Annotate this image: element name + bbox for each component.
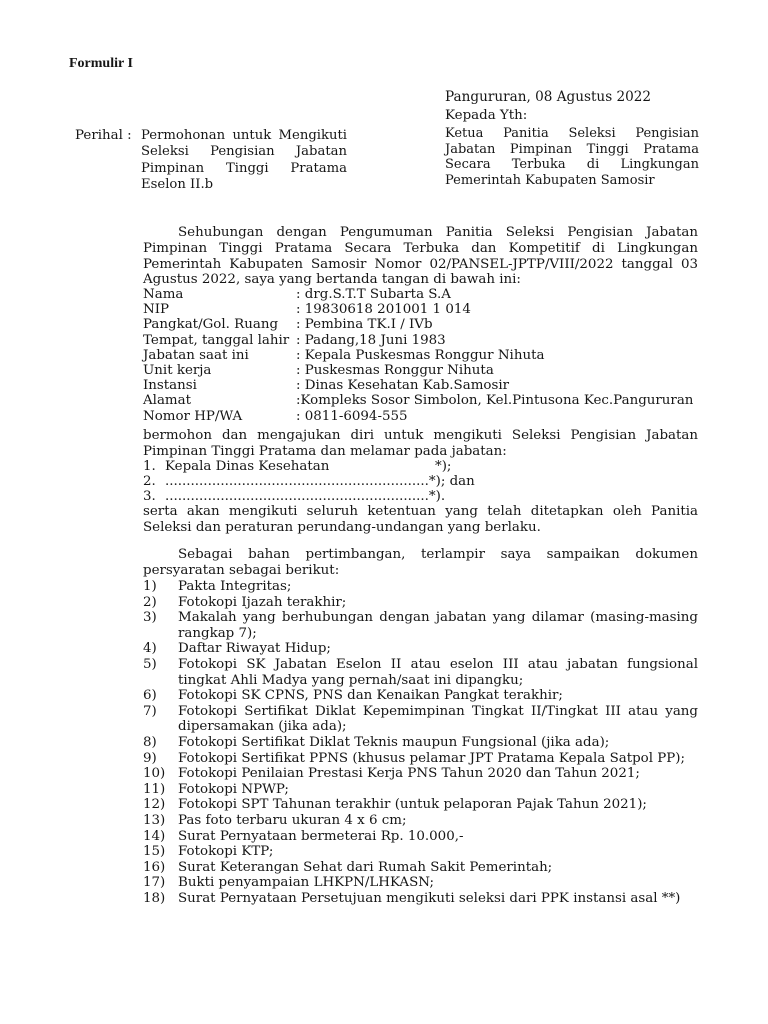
document-number: 16) bbox=[143, 859, 166, 875]
detail-label: Unit kerja bbox=[143, 363, 212, 379]
position-list bbox=[143, 459, 475, 505]
document-text: Fotokopi SPT Tahunan terakhir (untuk pelaporan Pajak Tahun 2021); bbox=[178, 797, 647, 813]
document-item bbox=[143, 641, 698, 657]
detail-label: Pangkat/Gol. Ruang bbox=[143, 317, 279, 333]
detail-value: : Padang,18 Juni 1983 bbox=[296, 332, 446, 348]
applicant-details bbox=[143, 287, 693, 424]
requirements-intro bbox=[143, 547, 698, 579]
subject-text bbox=[141, 128, 347, 194]
detail-value: : Pembina TK.I / IVb bbox=[296, 317, 433, 333]
document-item bbox=[143, 595, 698, 611]
detail-row-agency bbox=[143, 378, 693, 393]
document-number: 9) bbox=[143, 750, 157, 766]
subject-line: Seleksi Pengisian Jabatan bbox=[141, 144, 347, 160]
detail-label: Instansi bbox=[143, 378, 197, 394]
detail-label: Jabatan saat ini bbox=[143, 347, 249, 363]
document-text: Pakta Integritas; bbox=[178, 579, 292, 594]
recipient-address bbox=[445, 126, 699, 188]
position-text: Kepala Dinas Kesehatan bbox=[165, 459, 330, 474]
closing-line: Seleksi dan peraturan perundang-undangan yang berlaku. bbox=[143, 520, 541, 536]
detail-row-rank bbox=[143, 317, 693, 332]
detail-row-phone bbox=[143, 409, 693, 424]
detail-label: Alamat bbox=[143, 393, 191, 409]
document-text: tingkat Ahli Madya yang pernah/saat ini dipangku; bbox=[178, 672, 524, 688]
detail-label: NIP bbox=[143, 302, 170, 318]
position-number: 2. bbox=[143, 474, 156, 490]
detail-row-position bbox=[143, 348, 693, 363]
document-list bbox=[143, 579, 698, 906]
detail-value: : Dinas Kesehatan Kab.Samosir bbox=[296, 378, 510, 394]
request-line: bermohon dan mengajukan diri untuk mengikuti Seleksi Pengisian Jabatan bbox=[143, 428, 698, 443]
position-text: .............................................................. bbox=[165, 474, 429, 490]
document-text: Makalah yang berhubungan dengan jabatan yang dilamar (masing-masing bbox=[178, 610, 698, 626]
recipient-line: Ketua Panitia Seleksi Pengisian bbox=[445, 126, 699, 141]
document-number: 13) bbox=[143, 812, 166, 828]
subject-line: Eselon II.b bbox=[141, 177, 214, 193]
document-item bbox=[143, 813, 698, 829]
detail-label: Nomor HP/WA bbox=[143, 408, 243, 424]
document-text: rangkap 7); bbox=[178, 625, 257, 641]
position-item bbox=[143, 489, 475, 504]
detail-value: : 0811-6094-555 bbox=[296, 408, 408, 424]
intro-line: Pemerintah Kabupaten Samosir Nomor 02/PANSEL-JPTP/VIII/2022 tanggal 03 bbox=[143, 256, 698, 272]
detail-label: Nama bbox=[143, 287, 184, 302]
document-text: Fotokopi SK CPNS, PNS dan Kenaikan Pangkat terakhir; bbox=[178, 688, 563, 704]
document-item bbox=[143, 844, 698, 860]
document-number: 2) bbox=[143, 594, 157, 610]
addressee-label: Kepada Yth: bbox=[445, 108, 528, 123]
subject-line: Pimpinan Tinggi Pratama bbox=[141, 160, 347, 176]
document-item bbox=[143, 688, 698, 704]
document-item bbox=[143, 891, 698, 907]
document-text: dipersamakan (jika ada); bbox=[178, 719, 347, 735]
document-number: 4) bbox=[143, 641, 157, 657]
closing-line: serta akan mengikuti seluruh ketentuan yang telah ditetapkan oleh Panitia bbox=[143, 504, 698, 519]
document-item bbox=[143, 829, 698, 845]
document-number: 15) bbox=[143, 844, 166, 860]
document-text: Fotokopi Sertifikat Diklat Kepemimpinan Tingkat II/Tingkat III atau yang bbox=[178, 703, 698, 719]
requirements-line: persyaratan sebagai berikut: bbox=[143, 562, 340, 578]
document-item bbox=[143, 657, 698, 688]
position-item bbox=[143, 459, 475, 474]
detail-row-birth bbox=[143, 333, 693, 348]
detail-value: : Kepala Puskesmas Ronggur Nihuta bbox=[296, 347, 545, 363]
document-item bbox=[143, 860, 698, 876]
document-number: 10) bbox=[143, 766, 166, 782]
requirements-line: Sebagai bahan pertimbangan, terlampir saya sampaikan dokumen bbox=[178, 547, 698, 562]
recipient-line: Jabatan Pimpinan Tinggi Pratama bbox=[445, 141, 699, 157]
request-line: Pimpinan Tinggi Pratama dan melamar pada jabatan: bbox=[143, 443, 507, 459]
document-item bbox=[143, 782, 698, 798]
form-title: Formulir I bbox=[69, 56, 133, 71]
document-item bbox=[143, 735, 698, 751]
document-text: Fotokopi Ijazah terakhir; bbox=[178, 594, 347, 610]
document-item bbox=[143, 579, 698, 595]
subject-label: Perihal : bbox=[75, 128, 132, 143]
document-text: Fotokopi SK Jabatan Eselon II atau eselon III atau jabatan fungsional bbox=[178, 656, 698, 672]
document-item bbox=[143, 875, 698, 891]
document-number: 17) bbox=[143, 875, 166, 891]
position-number: 1. bbox=[143, 459, 156, 474]
document-text: Fotokopi Penilaian Prestasi Kerja PNS Tahun 2020 dan Tahun 2021; bbox=[178, 766, 640, 782]
detail-row-name bbox=[143, 287, 693, 302]
intro-line: Agustus 2022, saya yang bertanda tangan di bawah ini: bbox=[143, 272, 521, 288]
detail-row-unit bbox=[143, 363, 693, 378]
document-item bbox=[143, 610, 698, 641]
detail-value: : 19830618 201001 1 014 bbox=[296, 302, 471, 318]
position-item bbox=[143, 474, 475, 489]
document-number: 5) bbox=[143, 656, 157, 672]
request-paragraph bbox=[143, 428, 698, 460]
detail-row-address bbox=[143, 393, 693, 408]
closing-paragraph bbox=[143, 504, 698, 537]
document-number: 14) bbox=[143, 828, 166, 844]
document-text: Fotokopi Sertifikat Diklat Teknis maupun Fungsional (jika ada); bbox=[178, 734, 610, 750]
document-text: Surat Keterangan Sehat dari Rumah Sakit Pemerintah; bbox=[178, 859, 553, 875]
recipient-line: Pemerintah Kabupaten Samosir bbox=[445, 172, 655, 188]
document-number: 8) bbox=[143, 734, 157, 750]
detail-value: : drg.S.T.T Subarta S.A bbox=[296, 287, 451, 302]
position-suffix: *); bbox=[435, 459, 452, 474]
document-number: 6) bbox=[143, 688, 157, 704]
position-text: .............................................................. bbox=[165, 489, 429, 505]
position-number: 3. bbox=[143, 489, 156, 505]
document-item bbox=[143, 751, 698, 767]
document-item bbox=[143, 704, 698, 735]
document-number: 1) bbox=[143, 579, 157, 594]
document-text: Fotokopi Sertifikat PPNS (khusus pelamar JPT Pratama Kepala Satpol PP); bbox=[178, 750, 686, 766]
document-number: 12) bbox=[143, 797, 166, 813]
document-text: Fotokopi KTP; bbox=[178, 844, 274, 860]
document-text: Pas foto terbaru ukuran 4 x 6 cm; bbox=[178, 812, 407, 828]
document-text: Fotokopi NPWP; bbox=[178, 781, 289, 797]
document-number: 3) bbox=[143, 610, 157, 626]
document-number: 11) bbox=[143, 781, 166, 797]
detail-value: : Puskesmas Ronggur Nihuta bbox=[296, 363, 494, 379]
position-suffix: *). bbox=[428, 489, 446, 505]
detail-row-nip bbox=[143, 302, 693, 317]
document-number: 7) bbox=[143, 703, 157, 719]
intro-line: Sehubungan dengan Pengumuman Panitia Seleksi Pengisian Jabatan bbox=[178, 225, 698, 240]
intro-line: Pimpinan Tinggi Pratama Secara Terbuka dan Kompetitif di Lingkungan bbox=[143, 240, 698, 256]
recipient-line: Secara Terbuka di Lingkungan bbox=[445, 157, 699, 173]
detail-value: :Kompleks Sosor Simbolon, Kel.Pintusona Kec.Pangururan bbox=[296, 393, 694, 409]
position-suffix: *); dan bbox=[428, 474, 475, 490]
place-date: Pangururan, 08 Agustus 2022 bbox=[445, 89, 652, 105]
document-item bbox=[143, 766, 698, 782]
document-text: Surat Pernyataan Persetujuan mengikuti seleksi dari PPK instansi asal **) bbox=[178, 890, 681, 906]
subject-line: Permohonan untuk Mengikuti bbox=[141, 128, 347, 143]
document-number: 18) bbox=[143, 890, 166, 906]
document-text: Daftar Riwayat Hidup; bbox=[178, 641, 331, 657]
document-item bbox=[143, 797, 698, 813]
detail-label: Tempat, tanggal lahir bbox=[143, 332, 290, 348]
document-text: Bukti penyampaian LHKPN/LHKASN; bbox=[178, 875, 435, 891]
intro-paragraph bbox=[143, 225, 698, 288]
document-text: Surat Pernyataan bermeterai Rp. 10.000,- bbox=[178, 828, 464, 844]
